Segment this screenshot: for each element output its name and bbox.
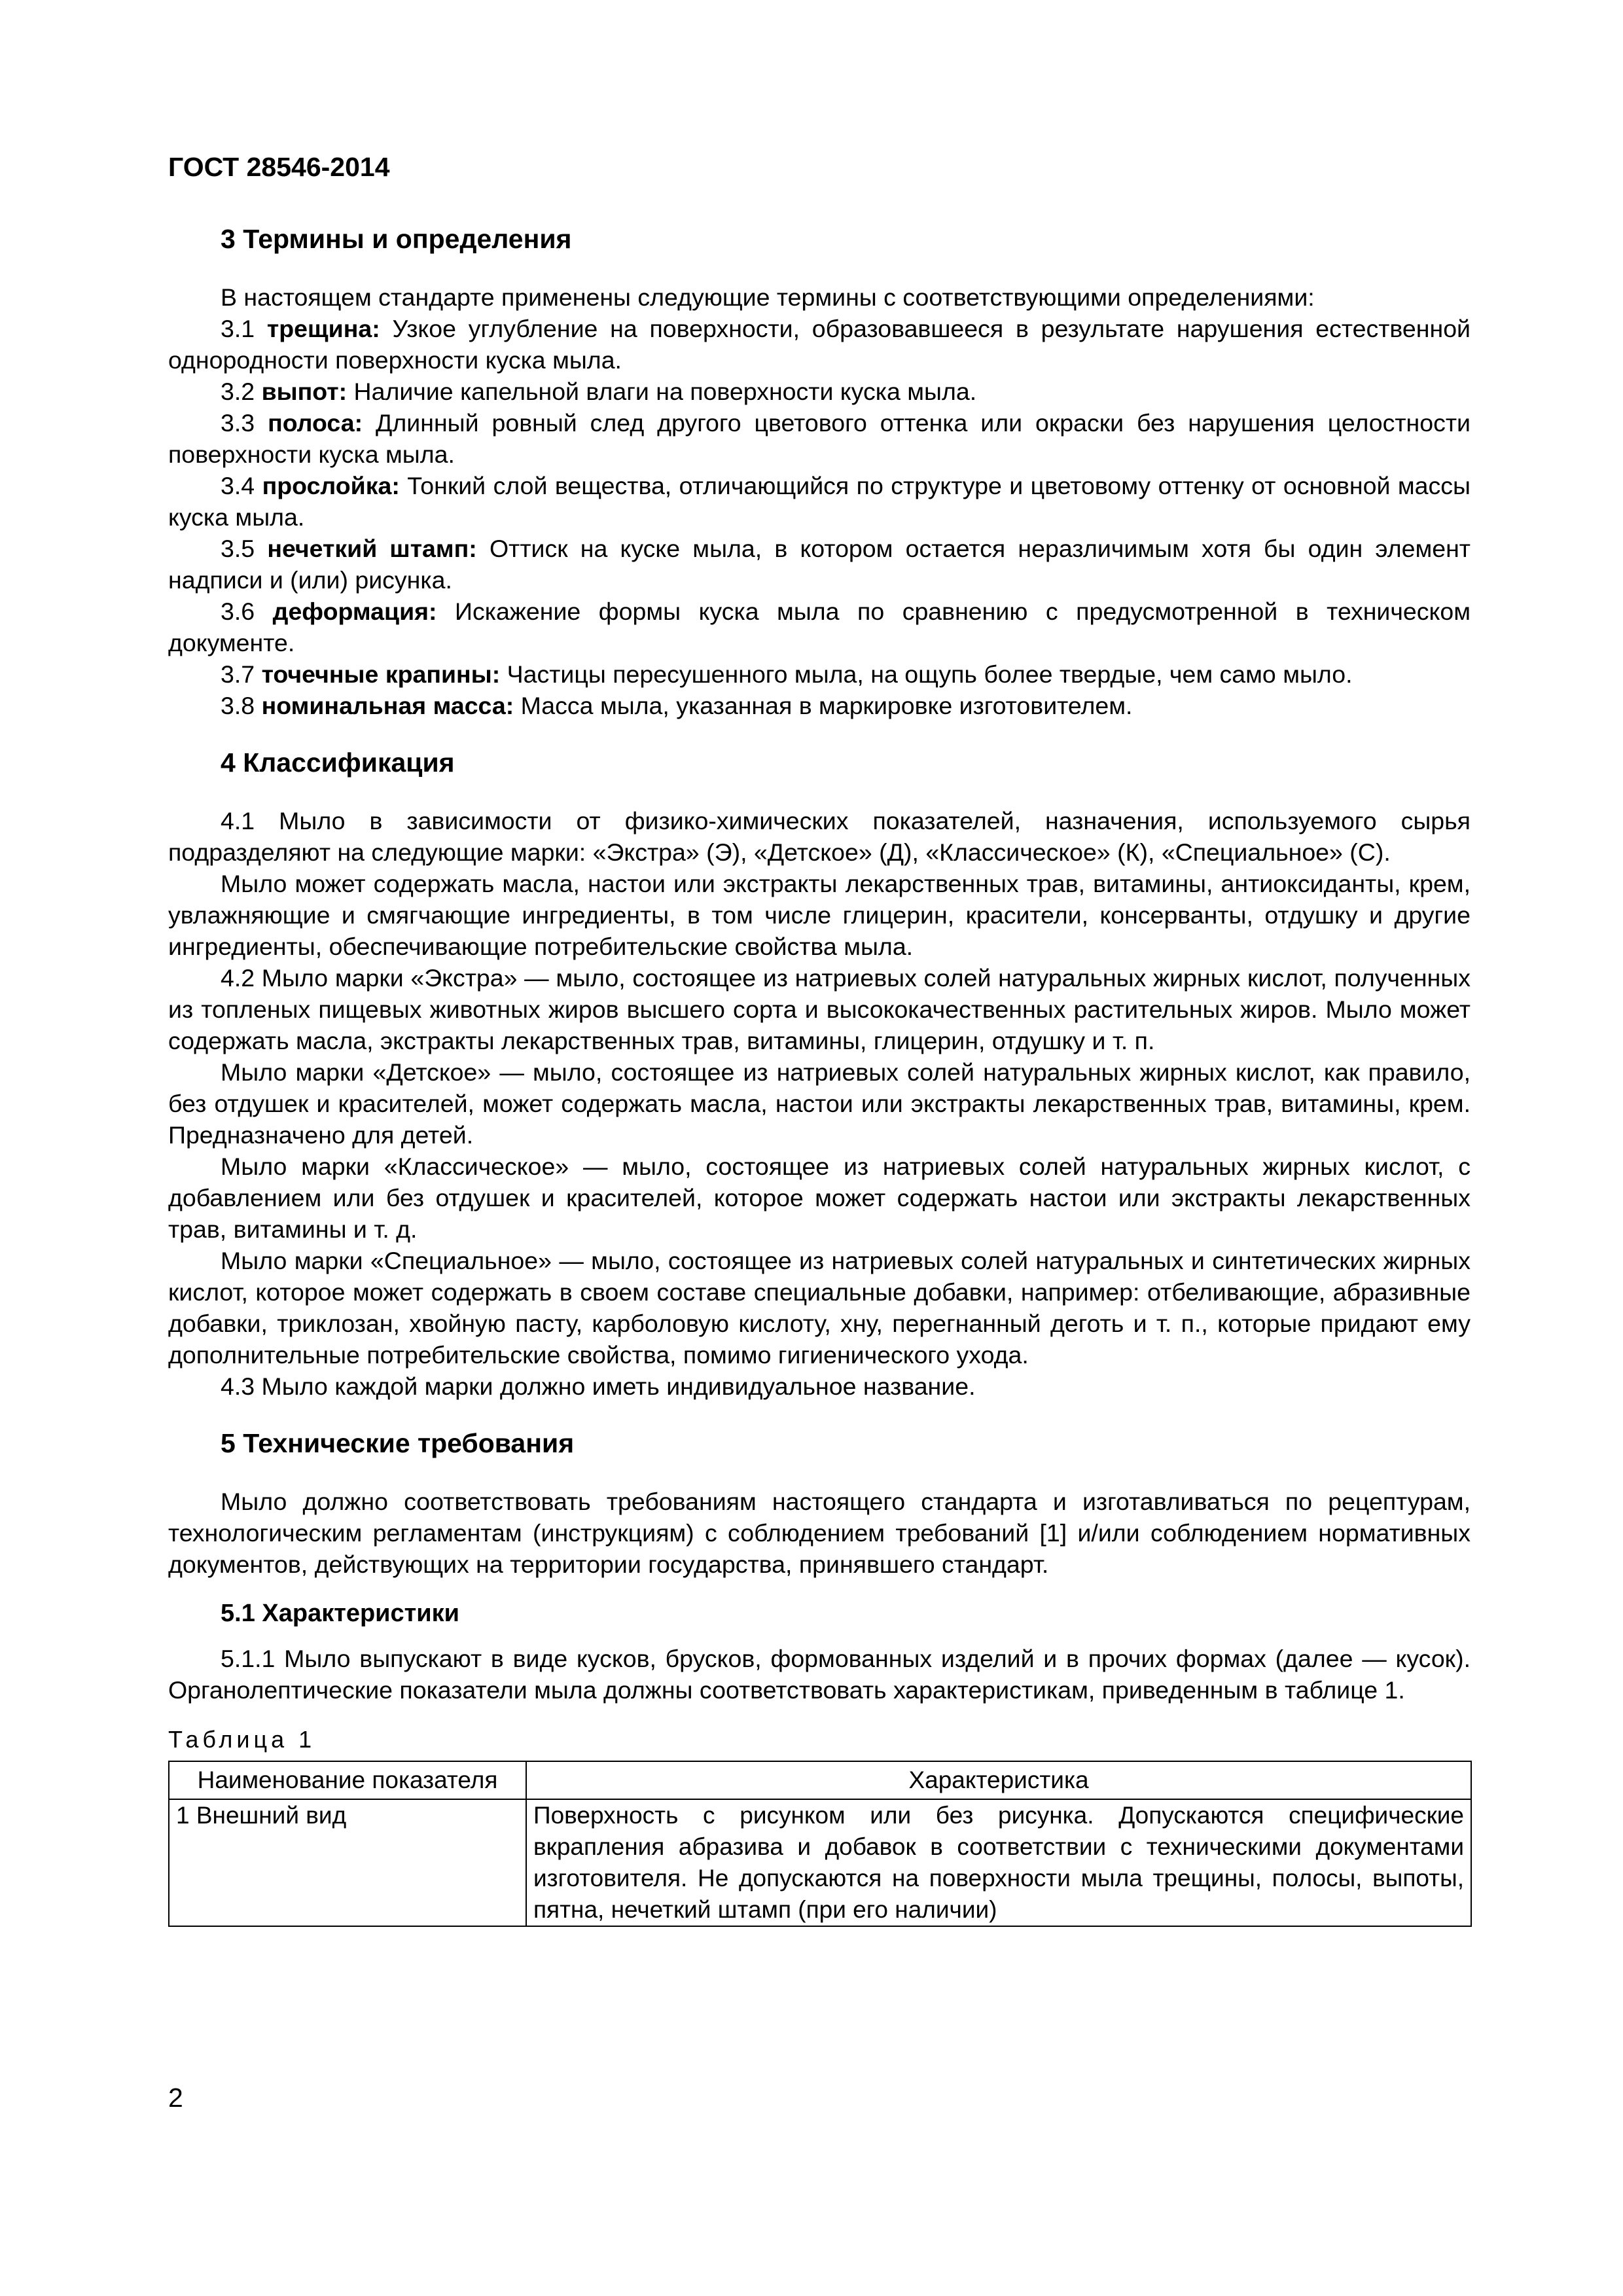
term-name: номинальная масса: bbox=[261, 692, 514, 719]
term-number: 3.7 bbox=[221, 660, 262, 688]
section-4-title: 4 Классификация bbox=[221, 747, 455, 778]
term-3-8 bbox=[168, 690, 1471, 721]
term-number: 3.3 bbox=[221, 409, 268, 437]
term-3-5 bbox=[168, 533, 1471, 596]
section-3-title: 3 Термины и определения bbox=[221, 224, 572, 254]
section-3-intro: В настоящем стандарте применены следующие термины с соответствующими определениями: bbox=[221, 283, 1315, 311]
table-header-row bbox=[169, 1761, 1471, 1799]
term-definition: Масса мыла, указанная в маркировке изготовителем. bbox=[514, 692, 1133, 719]
characteristics-table bbox=[168, 1761, 1472, 1927]
term-name: полоса: bbox=[268, 409, 363, 437]
page-number: 2 bbox=[168, 2083, 183, 2113]
paragraph-4-3: 4.3 Мыло каждой марки должно иметь индивидуальное название. bbox=[221, 1372, 976, 1400]
term-definition: Оттиск на куске мыла, в котором остается неразличимым хотя бы один элемент надписи и (или) рисунка. bbox=[168, 535, 1471, 594]
term-definition: Тонкий слой вещества, отличающийся по структуре и цветовому оттенку от основной массы куска мыла. bbox=[168, 472, 1471, 531]
section-5-intro: Мыло должно соответствовать требованиям настоящего стандарта и изготавливаться по рецептурам, технологическим регламентам (инструкциям) с соблюдением требований [1] и/или соблюдением нормативных документов, действующих на территории государства, принявшего стандарт. bbox=[168, 1488, 1471, 1578]
term-3-1 bbox=[168, 313, 1471, 376]
term-name: точечные крапины: bbox=[261, 660, 501, 688]
term-definition: Длинный ровный след другого цветового оттенка или окраски без нарушения целостности поверхности куска мыла. bbox=[168, 409, 1471, 468]
term-name: трещина: bbox=[266, 315, 380, 342]
table-header-indicator: Наименование показателя bbox=[169, 1761, 526, 1799]
term-number: 3.4 bbox=[221, 472, 262, 499]
table-cell-indicator: 1 Внешний вид bbox=[169, 1799, 526, 1926]
table-row bbox=[169, 1799, 1471, 1926]
term-number: 3.5 bbox=[221, 535, 268, 562]
term-number: 3.8 bbox=[221, 692, 262, 719]
document-code: ГОСТ 28546-2014 bbox=[168, 152, 390, 182]
term-number: 3.2 bbox=[221, 378, 262, 405]
table-header-characteristic: Характеристика bbox=[526, 1761, 1471, 1799]
term-3-4 bbox=[168, 470, 1471, 533]
term-definition: Узкое углубление на поверхности, образовавшееся в результате нарушения естественной однородности поверхности куска мыла. bbox=[168, 315, 1471, 374]
paragraph-4-2-children: Мыло марки «Детское» — мыло, состоящее из натриевых солей натуральных жирных кислот, как правило, без отдушек и красителей, может содержать масла, настои или экстракты лекарственных трав, витамины, крем. Предназначено для детей. bbox=[168, 1058, 1471, 1149]
paragraph-4-2-extra: 4.2 Мыло марки «Экстра» — мыло, состоящее из натриевых солей натуральных жирных кислот, полученных из топленых пищевых животных жиров высшего сорта и высококачественных растительных жиров. Мыло может содержать масла, экстракты лекарственных трав, витамины, глицерин, отдушку и т. п. bbox=[168, 964, 1471, 1054]
paragraph-4-1-ingredients: Мыло может содержать масла, настои или экстракты лекарственных трав, витамины, антиоксиданты, крем, увлажняющие и смягчающие ингредиенты, в том числе глицерин, красители, консерванты, отдушку и другие ингредиенты, обеспечивающие потребительские свойства мыла. bbox=[168, 870, 1471, 960]
term-name: нечеткий штамп: bbox=[267, 535, 477, 562]
subsection-5-1-title: 5.1 Характеристики bbox=[221, 1600, 460, 1627]
paragraph-4-2-classic: Мыло марки «Классическое» — мыло, состоящее из натриевых солей натуральных жирных кислот, с добавлением или без отдушек и красителей, которое может содержать настои или экстракты лекарственных трав, витамины и т. д. bbox=[168, 1153, 1471, 1243]
paragraph-5-1-1: 5.1.1 Мыло выпускают в виде кусков, брусков, формованных изделий и в прочих формах (далее — кусок). Органолептические показатели мыла должны соответствовать характеристикам, приведенным в таблице 1. bbox=[168, 1645, 1471, 1704]
term-number: 3.1 bbox=[221, 315, 267, 342]
term-name: деформация: bbox=[272, 598, 437, 625]
term-3-7 bbox=[168, 658, 1471, 690]
term-definition: Наличие капельной влаги на поверхности куска мыла. bbox=[347, 378, 977, 405]
term-definition: Искажение формы куска мыла по сравнению с предусмотренной в техническом документе. bbox=[168, 598, 1471, 656]
table-cell-characteristic: Поверхность с рисунком или без рисунка. Допускаются специфические вкрапления абразива и добавок в соответствии с техническими документами изготовителя. Не допускаются на поверхности мыла трещины, полосы, выпоты, пятна, нечеткий штамп (при его наличии) bbox=[526, 1799, 1471, 1926]
term-name: выпот: bbox=[261, 378, 348, 405]
document-body bbox=[168, 223, 1471, 1927]
paragraph-4-2-special: Мыло марки «Специальное» — мыло, состоящее из натриевых солей натуральных и синтетических жирных кислот, которое может содержать в своем составе специальные добавки, например: отбеливающие, абразивные добавки, триклозан, хвойную пасту, карболовую кислоту, хну, перегнанный деготь и т. п., которые придают ему дополнительные потребительские свойства, помимо гигиенического ухода. bbox=[168, 1247, 1471, 1369]
paragraph-4-1: 4.1 Мыло в зависимости от физико-химических показателей, назначения, используемого сырья подразделяют на следующие марки: «Экстра» (Э), «Детское» (Д), «Классическое» (К), «Специальное» (С). bbox=[168, 807, 1471, 866]
term-3-6 bbox=[168, 596, 1471, 658]
term-number: 3.6 bbox=[221, 598, 273, 625]
term-3-3 bbox=[168, 407, 1471, 470]
term-name: прослойка: bbox=[262, 472, 400, 499]
table-caption: Таблица 1 bbox=[168, 1726, 316, 1753]
section-5-title: 5 Технические требования bbox=[221, 1428, 575, 1458]
term-3-2 bbox=[168, 376, 1471, 407]
term-definition: Частицы пересушенного мыла, на ощупь более твердые, чем само мыло. bbox=[500, 660, 1353, 688]
